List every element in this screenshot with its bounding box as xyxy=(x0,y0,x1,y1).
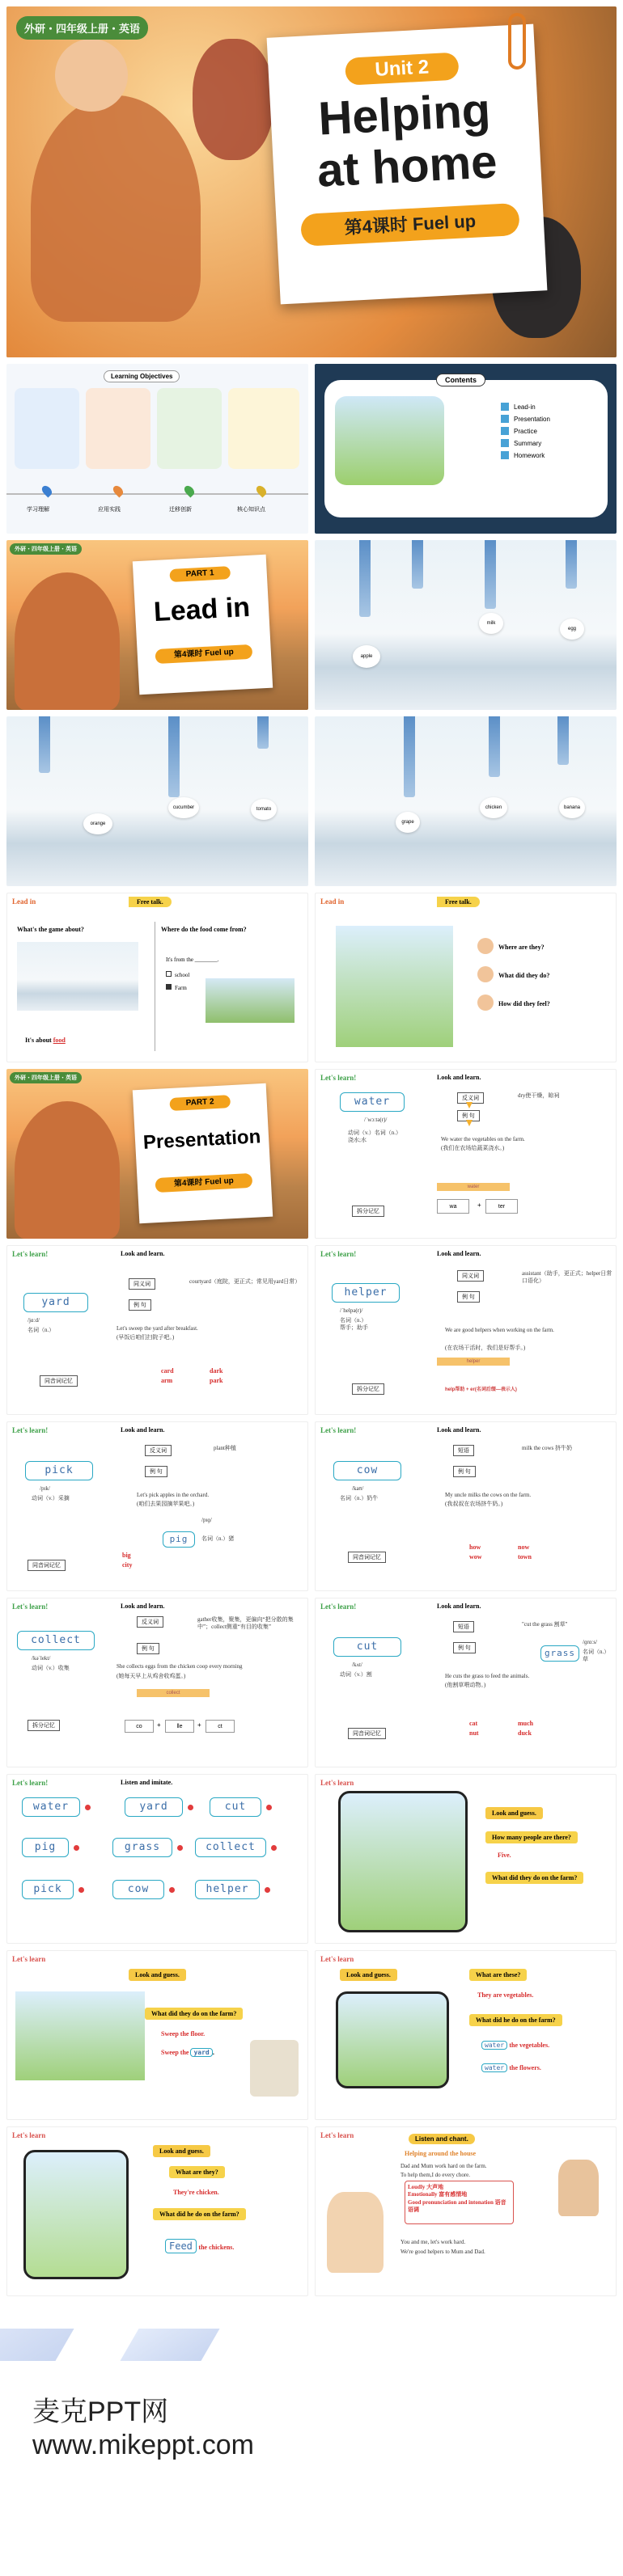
section-tag: Lead in xyxy=(320,897,345,906)
instruction: Look and learn. xyxy=(437,1250,481,1257)
relation-answer: "cut the grass 割草" xyxy=(522,1621,568,1628)
tip: Emotionally 富有感情地 xyxy=(408,2191,468,2198)
chant-line: You and me, let's work hard. xyxy=(400,2239,466,2245)
question: What are they? xyxy=(169,2166,225,2178)
relation-tag: 反义词 xyxy=(457,1092,484,1104)
memory-tag: 拆分记忆 xyxy=(352,1383,384,1395)
relation-answer: courtyard（庭院，更正式；常见用yard日常） xyxy=(189,1278,301,1285)
practice-word[interactable]: grass xyxy=(112,1838,172,1857)
section-tag: Let's learn xyxy=(320,1955,354,1963)
vocab-slide-collect xyxy=(6,1598,308,1767)
example-tag: 例 句 xyxy=(453,1466,476,1477)
boy-illustration xyxy=(31,95,201,322)
example-translation: (咱们去果园摘苹果吧。) xyxy=(137,1501,195,1507)
vocab-word[interactable]: helper xyxy=(332,1283,400,1303)
example-tag: 例 句 xyxy=(457,1110,480,1121)
instruction: Look and learn. xyxy=(437,1074,481,1081)
word-bubble[interactable]: tomato xyxy=(251,799,277,820)
pin-icon xyxy=(255,484,269,498)
part-of-speech: 名词（n.） xyxy=(28,1327,55,1333)
game-thumbnail xyxy=(17,942,138,1011)
vocab-word[interactable]: pick xyxy=(25,1461,93,1480)
vocab-slide-pick xyxy=(6,1421,308,1591)
split-hint: water xyxy=(437,1183,510,1191)
section-tag: Let's learn! xyxy=(12,1779,49,1787)
relation-tag: 同义词 xyxy=(457,1270,484,1282)
relation-answer: plant种植 xyxy=(214,1445,236,1451)
hanging-bar xyxy=(359,540,371,617)
example-sentence: We are good helpers when working on the farm. xyxy=(445,1327,554,1333)
memory-tag: 同音词记忆 xyxy=(348,1728,386,1739)
guess-slide-4 xyxy=(6,2126,308,2296)
contents-item[interactable]: Presentation xyxy=(501,415,550,423)
rhyme-word: much xyxy=(518,1720,534,1727)
tip: Loudly 大声地 xyxy=(408,2184,444,2190)
word-bubble[interactable]: egg xyxy=(560,619,584,640)
pin-icon xyxy=(183,484,197,498)
hanging-bar xyxy=(39,716,50,773)
rhyme-word: city xyxy=(122,1561,133,1569)
contents-item[interactable]: Practice xyxy=(501,427,550,435)
part-label: PART 2 xyxy=(169,1095,231,1111)
lesson-label: 第4课时 Fuel up xyxy=(300,203,520,247)
rhyme-word: arm xyxy=(161,1377,173,1384)
objective-label: 迁移创新 xyxy=(169,507,192,513)
audio-icon[interactable] xyxy=(78,1887,84,1893)
part-of-speech: 动词（v.）采摘 xyxy=(32,1495,70,1501)
chant-slide xyxy=(315,2126,617,2296)
relation-answer: gather收集，聚集，更偏向“把分散的集中”；collect侧重“有目的收集” xyxy=(197,1616,294,1631)
audio-icon[interactable] xyxy=(74,1845,79,1851)
split-parts: help帮助 + er(名词后缀—表示人) xyxy=(445,1387,517,1392)
farm-scene xyxy=(336,926,453,1047)
audio-icon[interactable] xyxy=(85,1805,91,1810)
hanging-bar xyxy=(566,540,577,589)
part-of-speech: 动词（v.）割 xyxy=(340,1671,372,1678)
sweep-illustration xyxy=(15,1991,145,2080)
section-tag: Let's learn! xyxy=(12,1603,49,1611)
word-bubble[interactable]: orange xyxy=(83,813,112,834)
objective-card-4 xyxy=(228,388,299,469)
farm-thumbnail xyxy=(206,978,295,1023)
pin-icon xyxy=(40,484,54,498)
pig-pos: 名词（n.）猪 xyxy=(201,1535,235,1542)
guess-label: Look and guess. xyxy=(153,2145,210,2157)
guess-label: Look and guess. xyxy=(485,1807,543,1819)
guess-slide-1 xyxy=(315,1774,617,1944)
question: Where are they? xyxy=(498,944,545,951)
answer-line: water the vegetables. xyxy=(481,2042,549,2049)
vocab-slide-helper xyxy=(315,1245,617,1415)
guess-slide-2 xyxy=(6,1950,308,2120)
free-talk-slide-1 xyxy=(6,893,308,1062)
split-hint: collect xyxy=(137,1689,210,1697)
memory-tag: 同音词记忆 xyxy=(40,1375,78,1387)
relation-tag: 短语 xyxy=(453,1445,474,1456)
decor-shape xyxy=(0,2329,74,2361)
example-translation: (她每天早上从鸡舍收鸡蛋。) xyxy=(117,1673,186,1679)
rhyme-word: wow xyxy=(469,1553,482,1560)
grade-badge: 外研・四年级上册・英语 xyxy=(16,16,148,40)
question: How many people are there? xyxy=(485,1831,578,1843)
instruction: Look and learn. xyxy=(121,1426,165,1434)
presentation-slide xyxy=(6,1069,308,1239)
rhyme-word: big xyxy=(122,1552,131,1559)
part-of-speech: 名词（n.） 帮手；助手 xyxy=(340,1317,368,1332)
example-sentence: My uncle milks the cows on the farm. xyxy=(445,1492,532,1498)
split-part: co xyxy=(125,1720,154,1733)
relation-tag: 反义词 xyxy=(145,1445,172,1456)
question: Where do the food come from? xyxy=(161,926,247,933)
rhyme-word: how xyxy=(469,1543,481,1551)
guess-label: Look and guess. xyxy=(129,1969,186,1981)
relation-tag: 反义词 xyxy=(137,1616,163,1628)
section-title: Presentation xyxy=(142,1125,261,1154)
plus-sign: + xyxy=(477,1201,481,1209)
vocab-word[interactable]: cut xyxy=(333,1637,401,1657)
grass-phonetic: /ɡrɑːs/ xyxy=(583,1639,598,1645)
feeding-illustration xyxy=(23,2150,129,2279)
section-title: Lead in xyxy=(153,591,251,628)
instruction: Look and learn. xyxy=(437,1426,481,1434)
relation-answer: dry使干燥，晾祠 xyxy=(518,1092,560,1099)
rhyme-word: park xyxy=(210,1377,223,1384)
phonetic: /ˈhelpə(r)/ xyxy=(340,1307,363,1314)
practice-word[interactable]: water xyxy=(22,1797,80,1817)
audio-icon[interactable] xyxy=(271,1845,277,1851)
question: What's the game about? xyxy=(17,926,84,933)
word-bubble[interactable]: chicken xyxy=(480,797,507,818)
relation-answer: assistant（助手，更正式；helper日常口语化） xyxy=(522,1270,612,1285)
vocab-word[interactable]: water xyxy=(340,1092,405,1112)
example-sentence: Let's sweep the yard after breakfast. xyxy=(117,1325,198,1332)
decor-shape xyxy=(120,2329,219,2361)
rhyme-word: now xyxy=(518,1543,530,1551)
example-tag: 例 句 xyxy=(129,1299,151,1311)
rhyme-word: card xyxy=(161,1367,174,1375)
rhyme-word: town xyxy=(518,1553,532,1560)
lesson-label: 第4课时 Fuel up xyxy=(155,1173,253,1193)
question: What did he do on the farm? xyxy=(469,2014,562,2026)
answer-line: Feed the chickens. xyxy=(165,2240,234,2252)
plus-sign: + xyxy=(197,1721,201,1729)
memory-tag: 同音词记忆 xyxy=(28,1560,66,1571)
example-sentence: Let's pick apples in the orchard. xyxy=(137,1492,210,1498)
answer: Sweep the floor. xyxy=(161,2030,206,2038)
section-tag: Let's learn xyxy=(12,1955,46,1963)
section-tag: Let's learn xyxy=(320,1779,354,1787)
audio-icon[interactable] xyxy=(177,1845,183,1851)
practice-word[interactable]: pick xyxy=(22,1880,74,1899)
plus-sign: + xyxy=(157,1721,161,1729)
answer: They're chicken. xyxy=(173,2189,219,2196)
contents-heading: Contents xyxy=(436,374,485,386)
question: What did he do on the farm? xyxy=(153,2208,246,2220)
answer: Five. xyxy=(498,1852,511,1859)
yard-photo xyxy=(250,2040,299,2097)
phonetic: /ˈwɔːtə(r)/ xyxy=(364,1117,388,1123)
title-card xyxy=(133,1083,273,1223)
word-bubble[interactable]: milk xyxy=(479,613,503,634)
practice-word[interactable]: cut xyxy=(210,1797,261,1817)
tips-box xyxy=(405,2181,514,2224)
section-tag: Let's learn! xyxy=(12,1250,49,1258)
rhyme-word: dark xyxy=(210,1367,223,1375)
free-talk-slide-2 xyxy=(315,893,617,1062)
hanging-bar xyxy=(489,716,500,777)
unit-label: Unit 2 xyxy=(345,53,460,86)
section-tag: Let's learn xyxy=(320,2131,354,2139)
split-part: ct xyxy=(206,1720,235,1733)
audio-icon[interactable] xyxy=(266,1805,272,1810)
example-translation: (早饭后咱们扫院子吧。) xyxy=(117,1334,175,1341)
objective-card-3 xyxy=(157,388,222,469)
vocab-word[interactable]: cow xyxy=(333,1461,401,1480)
phonetic: /kəˈlekt/ xyxy=(32,1655,51,1662)
tip: Good pronunciation and intonation 语音语调 xyxy=(408,2198,506,2214)
part-of-speech: 名词（n.）奶牛 xyxy=(340,1495,379,1501)
about-line: It's about food xyxy=(25,1037,66,1044)
audio-icon[interactable] xyxy=(265,1887,270,1893)
vocab-word-grass[interactable]: grass xyxy=(540,1645,579,1662)
guess-slide-3 xyxy=(315,1950,617,2120)
objective-card-2 xyxy=(86,388,150,469)
objectives-slide xyxy=(6,364,308,534)
memory-tag: 拆分记忆 xyxy=(28,1720,60,1731)
pin-icon xyxy=(112,484,125,498)
lesson-label: 第4课时 Fuel up xyxy=(155,644,253,664)
part-of-speech: 动词（v.）名词（n.） 浇水;水 xyxy=(348,1130,402,1144)
example-tag: 例 句 xyxy=(137,1643,159,1654)
grade-badge: 外研・四年级上册・英语 xyxy=(10,1072,82,1083)
title-card xyxy=(133,555,273,695)
part-of-speech: 动词（v.）收集 xyxy=(32,1665,70,1671)
grade-badge: 外研・四年级上册・英语 xyxy=(10,543,82,555)
farm-scene xyxy=(338,1791,468,1932)
brand-url[interactable]: www.mikeppt.com xyxy=(32,2430,254,2460)
answer-line: Sweep the yard . xyxy=(161,2049,214,2056)
watering-illustration xyxy=(336,1991,449,2088)
title-card xyxy=(267,24,548,305)
brand-name: 麦克PPT网 xyxy=(32,2397,169,2427)
example-tag: 例 句 xyxy=(145,1466,167,1477)
vocab-slide-yard xyxy=(6,1245,308,1415)
objective-label: 应用实践 xyxy=(98,507,121,513)
chant-line: We're good helpers to Mum and Dad. xyxy=(400,2249,485,2255)
practice-word[interactable]: cow xyxy=(112,1880,164,1899)
hanging-bar xyxy=(485,540,496,609)
rooster-illustration xyxy=(193,39,273,160)
listen-imitate-slide xyxy=(6,1774,308,1944)
practice-word[interactable]: pig xyxy=(22,1838,69,1857)
cover-slide xyxy=(6,6,617,357)
relation-tag: 同义词 xyxy=(129,1278,155,1290)
example-sentence: He cuts the grass to feed the animals. xyxy=(445,1673,530,1679)
grass-pos: 名词（n.） 草 xyxy=(583,1649,610,1663)
question: What did they do on the farm? xyxy=(145,2008,243,2020)
section-tag: Let's learn! xyxy=(320,1426,357,1434)
word-bubble[interactable]: grape xyxy=(396,812,420,833)
example-tag: 例 句 xyxy=(453,1642,476,1653)
memory-tag: 同音词记忆 xyxy=(348,1552,386,1563)
instruction: Look and learn. xyxy=(121,1250,165,1257)
vocab-slide-cut xyxy=(315,1598,617,1767)
vocab-slide-water xyxy=(315,1069,617,1239)
example-translation: (在农场干活时，我们是好帮手。) xyxy=(445,1345,526,1351)
split-part: ter xyxy=(485,1199,518,1214)
relation-answer: milk the cows 挤牛奶 xyxy=(522,1445,573,1451)
pig-phonetic: /pɪɡ/ xyxy=(201,1517,212,1523)
audio-icon[interactable] xyxy=(188,1805,193,1810)
phonetic: /kʌt/ xyxy=(352,1662,362,1668)
question: What did they do on the farm? xyxy=(485,1872,583,1884)
footer xyxy=(0,2312,623,2576)
boy-illustration xyxy=(15,572,120,710)
hanging-bar xyxy=(412,540,423,589)
free-talk-label: Free talk. xyxy=(129,897,172,907)
split-hint: helper xyxy=(437,1358,510,1366)
question: What are these? xyxy=(469,1969,527,1981)
paperclip-icon xyxy=(508,13,526,70)
boy-face xyxy=(55,39,128,112)
kid-avatar xyxy=(477,966,494,982)
word-bubble[interactable]: banana xyxy=(559,797,585,818)
example-sentence: We water the vegetables on the farm. xyxy=(441,1136,525,1142)
section-tag: Let's learn! xyxy=(320,1250,357,1258)
boy-dog-illustration xyxy=(335,396,444,485)
guess-label: Look and guess. xyxy=(340,1969,397,1981)
relation-tag: 短语 xyxy=(453,1621,474,1632)
game-slide-1 xyxy=(315,540,617,710)
objective-label: 核心知识点 xyxy=(237,507,265,513)
game-slide-3 xyxy=(315,716,617,886)
game-slide-2 xyxy=(6,716,308,886)
lead-in-slide xyxy=(6,540,308,710)
audio-icon[interactable] xyxy=(169,1887,175,1893)
contents-item[interactable]: Lead-in xyxy=(501,403,550,411)
title-line2: at home xyxy=(316,135,498,197)
phonetic: /kaʊ/ xyxy=(352,1485,364,1492)
hanging-bar xyxy=(404,716,415,797)
contents-item[interactable]: Homework xyxy=(501,451,550,459)
word-bubble[interactable]: apple xyxy=(353,645,380,668)
option-school[interactable]: school xyxy=(166,971,189,978)
question: How did they feel? xyxy=(498,1000,550,1007)
objectives-heading: Learning Objectives xyxy=(104,370,180,382)
rhyme-word: cat xyxy=(469,1720,478,1727)
instruction: Listen and imitate. xyxy=(121,1779,173,1786)
practice-word[interactable]: collect xyxy=(195,1838,266,1857)
vocab-slide-cow xyxy=(315,1421,617,1591)
kid-avatar xyxy=(477,995,494,1011)
option-farm[interactable]: Farm xyxy=(166,984,187,991)
rhyme-word: nut xyxy=(469,1729,479,1737)
question: What did they do? xyxy=(498,972,550,979)
practice-word[interactable]: helper xyxy=(195,1880,260,1899)
chant-title: Helping around the house xyxy=(405,2150,477,2157)
hanging-bar xyxy=(557,716,569,765)
split-part: wa xyxy=(437,1199,469,1214)
kid-avatar xyxy=(477,938,494,954)
example-sentence: She collects eggs from the chicken coop every morning xyxy=(117,1663,243,1670)
contents-list xyxy=(501,403,550,459)
instruction: Look and learn. xyxy=(121,1603,165,1610)
title-line1: Helping xyxy=(316,83,492,146)
word-bubble[interactable]: cucumber xyxy=(168,797,199,818)
practice-word[interactable]: yard xyxy=(125,1797,183,1817)
example-translation: (我叔叔在农场挤牛奶。) xyxy=(445,1501,503,1507)
vocab-word-pig[interactable]: pig xyxy=(163,1531,195,1548)
contents-slide xyxy=(315,364,617,534)
section-tag: Let's learn! xyxy=(12,1426,49,1434)
arrow-icon xyxy=(466,1120,473,1126)
split-part: lle xyxy=(165,1720,194,1733)
boy-illustration xyxy=(15,1101,120,1239)
objective-card-1 xyxy=(15,388,79,469)
phonetic: /pɪk/ xyxy=(40,1485,50,1492)
arrow-icon xyxy=(466,1102,473,1109)
part-label: PART 1 xyxy=(169,566,231,582)
example-translation: (我们在农场给蔬菜浇水。) xyxy=(441,1145,505,1151)
rhyme-word: duck xyxy=(518,1729,532,1737)
hanging-bar xyxy=(168,716,180,797)
chant-line: Dad and Mum work hard on the farm. xyxy=(400,2163,487,2169)
kid-illustration xyxy=(327,2192,384,2273)
vocab-word[interactable]: yard xyxy=(23,1293,88,1312)
section-tag: Let's learn xyxy=(12,2131,46,2139)
answer: They are vegetables. xyxy=(477,1991,534,1999)
instruction: Look and learn. xyxy=(437,1603,481,1610)
contents-item[interactable]: Summary xyxy=(501,439,550,447)
chant-line: To help them,I do every chore. xyxy=(400,2172,471,2178)
memory-tag: 拆分记忆 xyxy=(352,1206,384,1217)
example-translation: (他割草喂动物。) xyxy=(445,1682,486,1688)
section-tag: Let's learn! xyxy=(320,1603,357,1611)
chant-label: Listen and chant. xyxy=(409,2134,475,2144)
section-tag: Lead in xyxy=(12,897,36,906)
kid-illustration xyxy=(558,2160,599,2216)
objective-label: 学习理解 xyxy=(27,507,49,513)
phonetic: /jɑːd/ xyxy=(28,1317,40,1324)
answer-prompt: It's from the ________. xyxy=(166,956,219,963)
answer-line: water the flowers. xyxy=(481,2064,541,2071)
example-tag: 例 句 xyxy=(457,1291,480,1303)
free-talk-label: Free talk. xyxy=(437,897,480,907)
section-tag: Let's learn! xyxy=(320,1074,357,1082)
hanging-bar xyxy=(257,716,269,749)
vocab-word[interactable]: collect xyxy=(17,1631,95,1650)
